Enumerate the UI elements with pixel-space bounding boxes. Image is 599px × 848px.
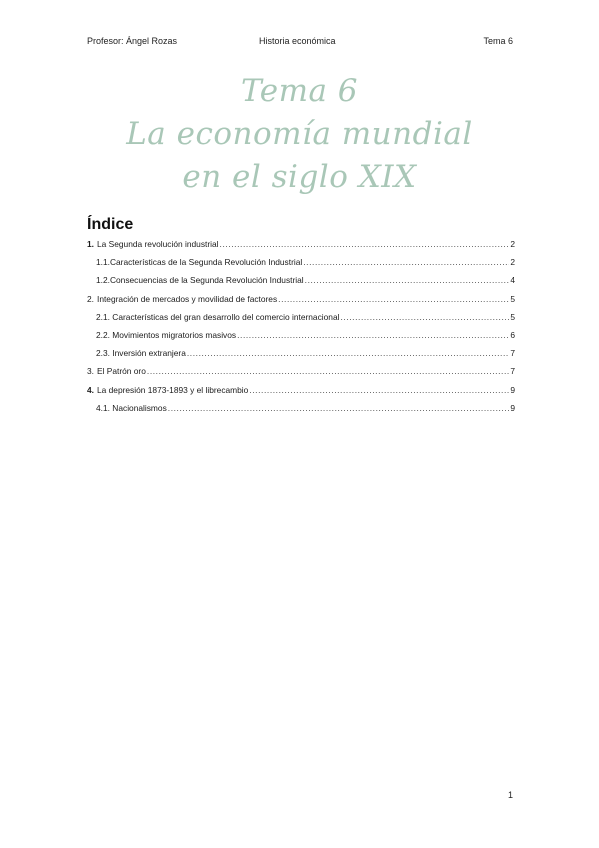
page-number: 1 — [507, 790, 513, 800]
page-header — [0, 36, 599, 50]
toc-leader — [340, 312, 509, 322]
index-heading: Índice — [87, 216, 134, 233]
toc-entry-text: Integración de mercados y movilidad de factores — [97, 293, 278, 304]
toc-entry-text: 2.1. Características del gran desarrollo del comercio internacional — [96, 311, 340, 322]
toc-leader — [147, 366, 509, 376]
table-of-contents — [87, 239, 515, 421]
title-line-2: La economía mundial — [126, 116, 473, 152]
toc-entry-page: 5 — [510, 311, 515, 322]
toc-leader — [220, 239, 510, 249]
toc-entry-page: 4 — [510, 275, 515, 286]
header-topic: Tema 6 — [483, 36, 513, 46]
toc-entry-number: 4. — [87, 384, 94, 395]
toc-entry-text: La depresión 1873-1893 y el librecambio — [97, 384, 249, 395]
toc-entry-page: 5 — [510, 293, 515, 304]
toc-leader — [237, 330, 509, 340]
toc-entry[interactable] — [87, 366, 515, 384]
toc-entry[interactable] — [87, 257, 515, 275]
toc-entry-page: 9 — [510, 384, 515, 395]
toc-entry-text: 1.2.Consecuencias de la Segunda Revolución Industrial — [96, 275, 304, 286]
title-line-3: en el siglo XIX — [182, 159, 417, 195]
toc-entry-page: 6 — [510, 329, 515, 340]
toc-entry[interactable] — [87, 385, 515, 403]
toc-leader — [278, 294, 509, 304]
header-professor: Profesor: Ángel Rozas — [87, 36, 178, 46]
toc-entry-number: 2. — [87, 293, 94, 304]
toc-entry-text: 4.1. Nacionalismos — [96, 402, 167, 413]
toc-leader — [187, 348, 509, 358]
toc-entry-page: 7 — [510, 366, 515, 377]
toc-leader — [168, 403, 510, 413]
toc-leader — [249, 385, 509, 395]
toc-entry[interactable] — [87, 275, 515, 293]
toc-entry-text: 2.3. Inversión extranjera — [96, 348, 186, 359]
toc-entry[interactable] — [87, 348, 515, 366]
toc-entry[interactable] — [87, 312, 515, 330]
toc-leader — [303, 257, 509, 267]
toc-leader — [305, 275, 510, 285]
toc-entry-text: 1.1.Características de la Segunda Revolución Industrial — [96, 257, 303, 268]
toc-entry[interactable] — [87, 294, 515, 312]
toc-entry[interactable] — [87, 403, 515, 421]
toc-entry-page: 2 — [510, 239, 515, 249]
toc-entry-text: 2.2. Movimientos migratorios masivos — [96, 329, 237, 340]
document-title — [0, 70, 599, 199]
title-line-1: Tema 6 — [240, 73, 359, 109]
toc-entry[interactable] — [87, 330, 515, 348]
toc-entry-text: El Patrón oro — [97, 366, 146, 377]
toc-entry-text: La Segunda revolución industrial — [97, 239, 219, 249]
header-subject: Historia económica — [259, 36, 336, 46]
toc-entry-page: 2 — [510, 257, 515, 268]
toc-entry-page: 9 — [510, 402, 515, 413]
toc-entry-number: 3. — [87, 366, 94, 377]
toc-entry-number: 1. — [87, 239, 94, 249]
toc-entry[interactable] — [87, 239, 515, 257]
toc-entry-page: 7 — [510, 348, 515, 359]
